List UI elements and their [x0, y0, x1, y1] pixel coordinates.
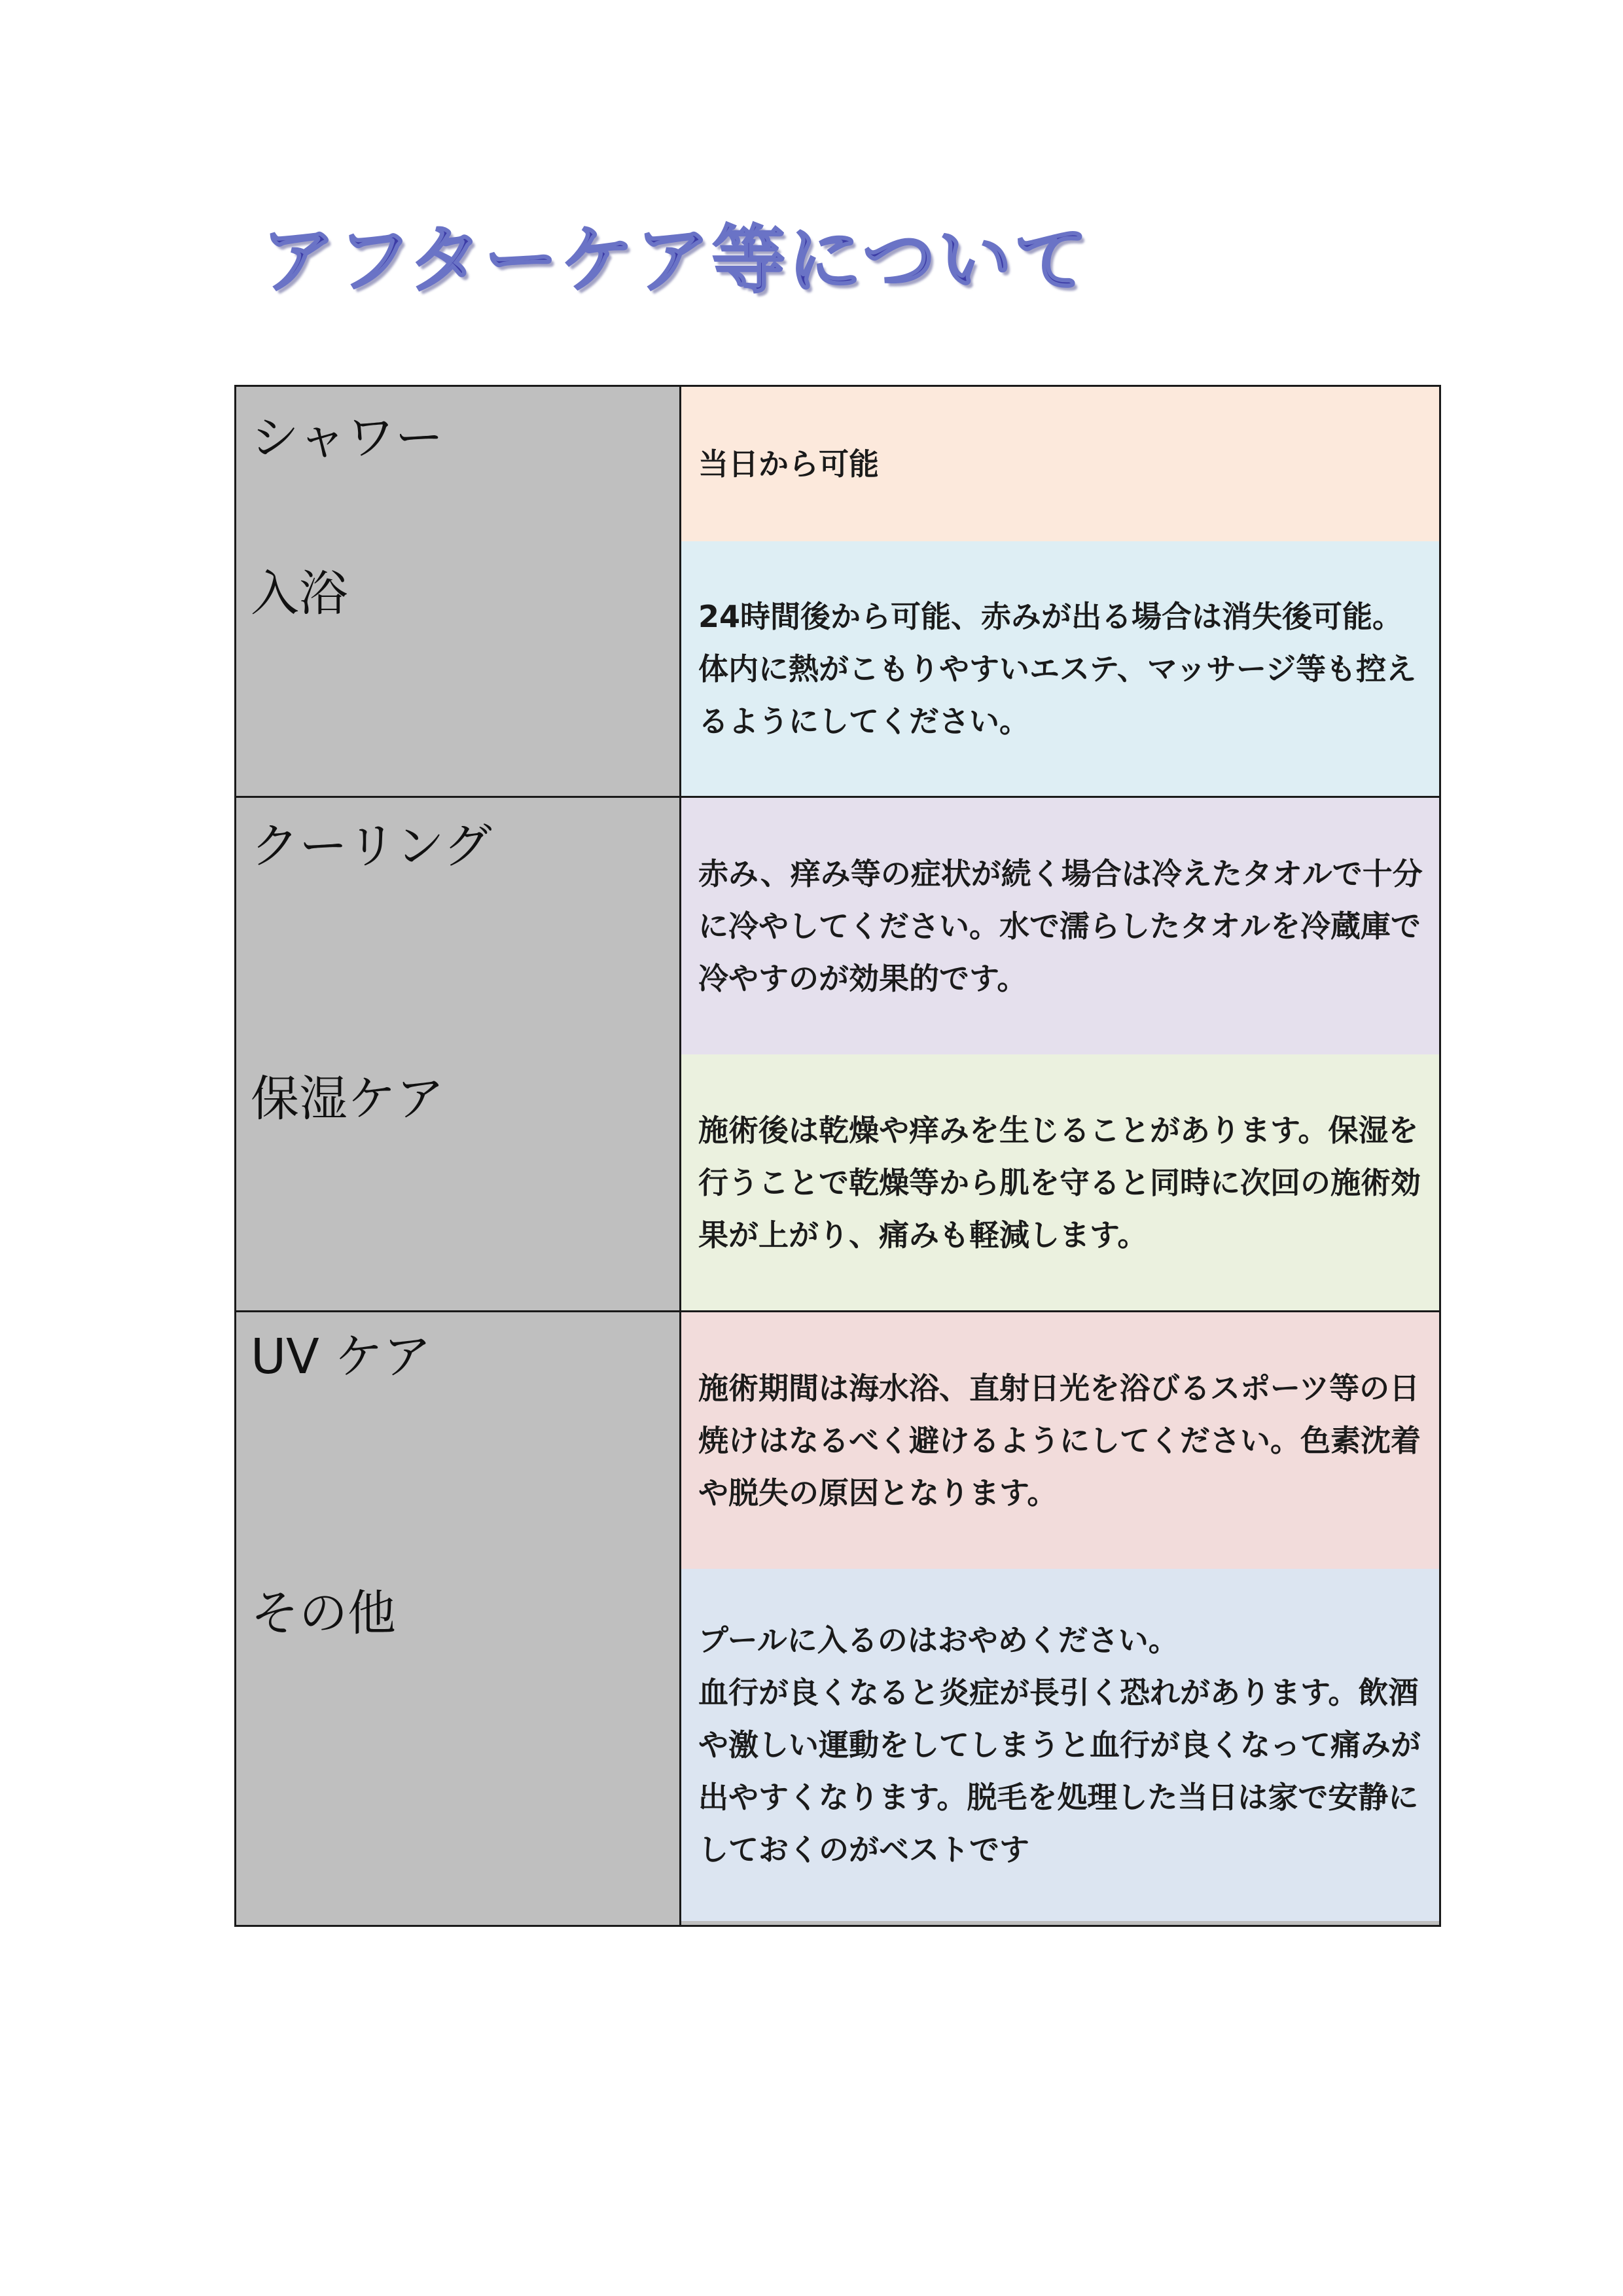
page-title: アフターケア等について — [262, 218, 1090, 303]
row-content-cooling-moisture — [681, 798, 1439, 1312]
row-content-shower-bath — [681, 387, 1439, 798]
label-moisture-care: 保湿ケア — [251, 1071, 444, 1127]
label-other: その他 — [251, 1585, 396, 1641]
label-bath: 入浴 — [251, 565, 348, 622]
cell-shower — [681, 387, 1439, 541]
text-shower: 当日から可能 — [698, 446, 879, 482]
text-other: プールに入るのはおやめください。 血行が良くなると炎症が長引く恐れがあります。飲酒や激しい運動をしてしまうと血行が良くなって痛みが出やすくなります。脱毛を処理した当日は家で安静にしておくのがベストです — [698, 1623, 1421, 1867]
row-label-shower-bath — [236, 387, 681, 798]
text-cooling: 赤み、痒み等の症状が続く場合は冷えたタオルで十分に冷やしてください。水で濡らしたタオルを冷蔵庫で冷やすのが効果的です。 — [698, 856, 1423, 996]
label-uv-care: UV ケア — [251, 1329, 432, 1385]
row-label-cooling-moisture — [236, 798, 681, 1312]
text-bath: 24時間後から可能、赤みが出る場合は消失後可能。体内に熱がこもりやすいエステ、マッサージ等も控えるようにしてください。 — [698, 598, 1417, 739]
cell-uv-care — [681, 1312, 1439, 1569]
text-moisture-care: 施術後は乾燥や痒みを生じることがあります。保湿を行うことで乾燥等から肌を守ると同時に次回の施術効果が上がり、痛みも軽減します。 — [698, 1112, 1421, 1253]
cell-moisture-care — [681, 1054, 1439, 1310]
row-label-uv-other — [236, 1312, 681, 1925]
cell-other — [681, 1569, 1439, 1921]
aftercare-table — [234, 385, 1441, 1927]
label-shower: シャワー — [251, 410, 444, 466]
text-uv-care: 施術期間は海水浴、直射日光を浴びるスポーツ等の日焼けはなるべく避けるようにしてください。色素沈着や脱失の原因となります。 — [698, 1371, 1421, 1511]
cell-cooling — [681, 798, 1439, 1054]
cell-bath — [681, 541, 1439, 796]
row-content-uv-other — [681, 1312, 1439, 1925]
label-cooling: クーリング — [251, 818, 492, 874]
